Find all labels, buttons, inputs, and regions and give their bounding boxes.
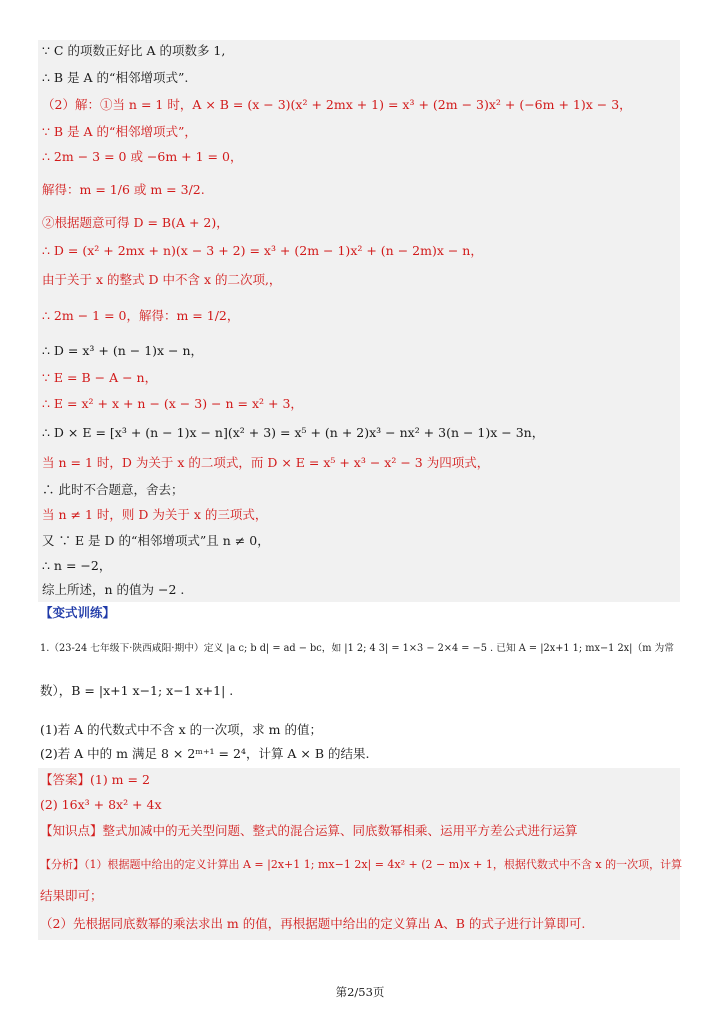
- answer-block: [38, 768, 683, 940]
- analysis-line: 【分析】（1）根据题中给出的定义计算出 A = |2x+1 1; mx−1 2x| = 4x² + (2 − m)x + 1，根据代数式中不含 x 的一次项，计算: [40, 858, 683, 871]
- solution-line: ∴ E = x² + x + n − (x − 3) − n = x² + 3，: [42, 396, 303, 411]
- solution-line: ∵ E = B − A − n，: [42, 370, 158, 385]
- analysis-line: （2）先根据同底数幂的乘法求出 m 的值，再根据题中给出的定义算出 A、B 的式子进行计算即可.: [40, 916, 586, 931]
- solution-line: 综上所述，n 的值为 −2 .: [42, 582, 185, 597]
- question-2: (2)若 A 中的 m 满足 8 × 2ᵐ⁺¹ = 2⁴，计算 A × B 的结果.: [40, 746, 370, 761]
- question-1: (1)若 A 的代数式中不含 x 的一次项，求 m 的值；: [40, 722, 322, 737]
- knowledge-point: 【知识点】整式加减中的无关型问题、整式的混合运算、同底数幂相乘、运用平方差公式进行运算: [40, 823, 578, 838]
- solution-line: ∴ n = −2，: [42, 558, 112, 573]
- solution-line: 由于关于 x 的整式 D 中不含 x 的二次项,，: [42, 272, 282, 287]
- page-number: 第2/53页: [335, 985, 385, 999]
- section-title: 【变式训练】: [40, 605, 116, 620]
- problem-statement: 1.（23-24 七年级下·陕西咸阳·期中）定义 |a c; b d| = ad − bc，如 |1 2; 4 3| = 1×3 − 2×4 = −5 . 已知 A = |2x+1 1; mx−1 2x|（m 为常: [40, 643, 675, 654]
- solution-line: 当 n ≠ 1 时，则 D 为关于 x 的三项式，: [42, 507, 268, 522]
- answer-line: 【答案】(1) m = 2: [40, 772, 150, 787]
- solution-line: ∵ C 的项数正好比 A 的项数多 1,: [42, 43, 226, 58]
- answer-line: (2) 16x³ + 8x² + 4x: [40, 797, 162, 812]
- problem-statement-cont: 数），B = |x+1 x−1; x−1 x+1| .: [40, 683, 234, 698]
- solution-line: ∴ D × E = [x³ + (n − 1)x − n](x² + 3) = x⁵ + (n + 2)x³ − nx² + 3(n − 1)x − 3n，: [42, 425, 545, 440]
- solution-line: ∴ B 是 A 的“相邻增项式”.: [42, 70, 189, 85]
- solution-line: ∴ D = (x² + 2mx + n)(x − 3 + 2) = x³ + (2m − 1)x² + (n − 2m)x − n，: [42, 243, 483, 258]
- solution-line: ∴ 2m − 1 = 0，解得：m = 1/2，: [42, 308, 240, 323]
- solution-line: ∴ D = x³ + (n − 1)x − n，: [42, 343, 204, 358]
- solution-line: （2）解：①当 n = 1 时，A × B = (x − 3)(x² + 2mx + 1) = x³ + (2m − 3)x² + (−6m + 1)x − 3，: [42, 97, 632, 112]
- solution-line: ②根据题意可得 D = B(A + 2)，: [42, 215, 229, 230]
- solution-line: ∴ 此时不合题意，舍去；: [42, 482, 184, 497]
- solution-line: 当 n = 1 时，D 为关于 x 的二项式，而 D × E = x⁵ + x³ − x² − 3 为四项式，: [42, 455, 490, 470]
- analysis-line: 结果即可；: [40, 888, 103, 903]
- solution-line: ∵ B 是 A 的“相邻增项式”，: [42, 124, 197, 139]
- solution-line: ∴ 2m − 3 = 0 或 −6m + 1 = 0，: [42, 149, 243, 164]
- solution-line: 解得：m = 1/6 或 m = 3/2.: [42, 182, 205, 197]
- solution-line: 又 ∵ E 是 D 的“相邻增项式”且 n ≠ 0，: [42, 533, 270, 548]
